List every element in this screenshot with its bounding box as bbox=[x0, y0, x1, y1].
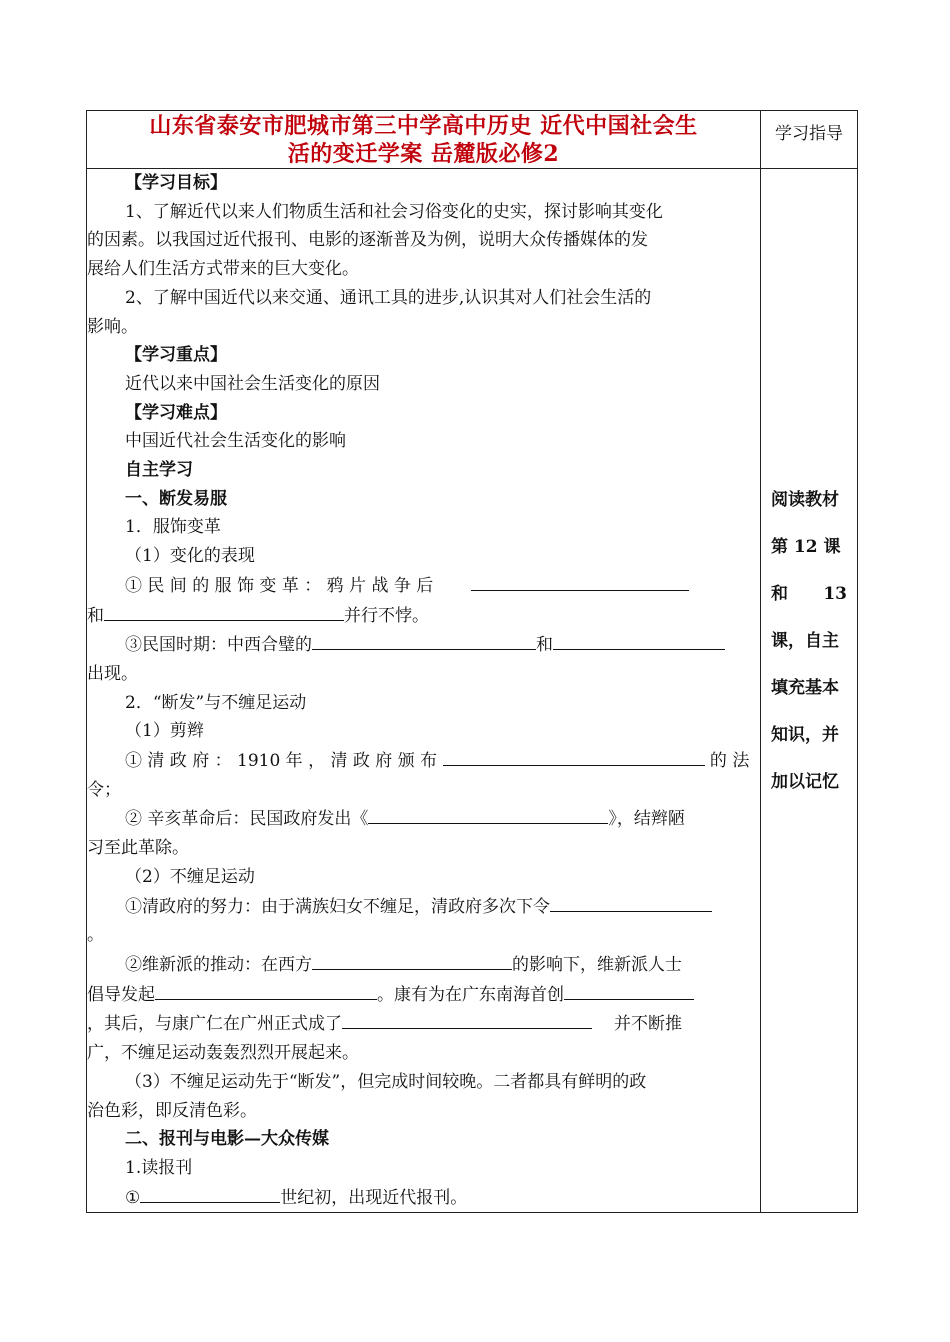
guide-line-7: 加以记忆 bbox=[771, 772, 839, 792]
question-clothing-1 bbox=[87, 571, 760, 601]
question-clothing-3-cont: 出现。 bbox=[87, 663, 138, 684]
title-cell bbox=[87, 111, 761, 169]
title-line-2: 活的变迁学案 岳麓版必修2 bbox=[287, 141, 560, 167]
section-2-item-1: 1.读报刊 bbox=[125, 1157, 193, 1178]
answer-blank[interactable] bbox=[550, 892, 712, 912]
answer-blank[interactable] bbox=[312, 950, 512, 970]
question-newspaper-1 bbox=[87, 1183, 760, 1213]
key-heading: 【学习重点】 bbox=[125, 345, 227, 366]
question-footbinding-c-cont: 。 bbox=[87, 925, 104, 946]
question-text: ①清政府的努力：由于满族妇女不缠足，清政府多次下令 bbox=[125, 896, 550, 917]
question-text: ②维新派的推动：在西方 bbox=[125, 954, 312, 975]
note-footbinding-3-cont: 治色彩，即反清色彩。 bbox=[87, 1100, 257, 1121]
guide-line-6: 知识，并 bbox=[771, 725, 839, 745]
question-text: 。康有为在广东南海首创 bbox=[377, 984, 564, 1005]
goal-1-line-2: 的因素。以我国过近代报刊、电影的逐渐普及为例，说明大众传播媒体的发 bbox=[87, 230, 648, 251]
section-1-heading: 一、断发易服 bbox=[125, 488, 227, 509]
question-clothing-1-cont bbox=[87, 601, 760, 631]
question-text: 的影响下，维新派人士 bbox=[512, 954, 682, 975]
goal-heading: 【学习目标】 bbox=[125, 173, 227, 193]
document-title bbox=[87, 111, 760, 168]
question-footbinding-c bbox=[87, 892, 760, 922]
question-text: 》，结辫陋 bbox=[608, 809, 685, 830]
guide-title: 学习指导 bbox=[775, 124, 843, 144]
note-footbinding-3: （3）不缠足运动先于“断发”，但完成时间较晚。二者都具有鲜明的政 bbox=[125, 1071, 647, 1092]
question-text: ③民国时期：中西合璧的 bbox=[125, 635, 312, 656]
question-queue-b-cont: 习至此革除。 bbox=[87, 838, 189, 859]
question-queue-b bbox=[87, 804, 760, 834]
question-footbinding-d-cont2 bbox=[87, 1009, 760, 1039]
answer-blank[interactable] bbox=[564, 980, 694, 1000]
question-footbinding-d-cont bbox=[87, 980, 760, 1010]
question-footbinding-d-cont3: 广，不缠足运动轰轰烈烈开展起来。 bbox=[87, 1043, 359, 1064]
content-cell bbox=[87, 169, 761, 1213]
question-text: ① 民 间 的 服 饰 变 革 ： 鸦 片 战 争 后 bbox=[125, 575, 434, 596]
goal-1-line-3: 展给人们生活方式带来的巨大变化。 bbox=[87, 259, 359, 280]
question-text: ① bbox=[125, 1187, 141, 1208]
question-queue-a bbox=[87, 746, 760, 776]
section-1-item-1-1: （1）变化的表现 bbox=[125, 546, 255, 567]
difficulty-heading: 【学习难点】 bbox=[125, 402, 227, 423]
goal-1-line-1: 1、了解近代以来人们物质生活和社会习俗变化的史实，探讨影响其变化 bbox=[125, 201, 663, 222]
guide-line-2: 第 12 课 bbox=[771, 537, 841, 557]
section-1-item-2-2: （2）不缠足运动 bbox=[125, 866, 255, 887]
key-text: 近代以来中国社会生活变化的原因 bbox=[125, 373, 380, 394]
answer-blank[interactable] bbox=[312, 630, 536, 650]
difficulty-text: 中国近代社会生活变化的影响 bbox=[125, 431, 346, 452]
guide-line-1: 阅读教材 bbox=[771, 490, 839, 510]
guide-line-5: 填充基本 bbox=[771, 678, 839, 698]
answer-blank[interactable] bbox=[368, 804, 608, 824]
question-text: 和 bbox=[87, 605, 104, 626]
answer-blank[interactable] bbox=[342, 1009, 592, 1029]
guide-line-4: 课，自主 bbox=[771, 631, 839, 651]
section-1-item-2: 2．“断发”与不缠足运动 bbox=[125, 692, 307, 713]
answer-blank[interactable] bbox=[471, 571, 689, 591]
worksheet bbox=[86, 110, 858, 1213]
question-clothing-3 bbox=[87, 630, 760, 660]
question-text: 的 法 bbox=[709, 751, 750, 772]
goal-2-line-2: 影响。 bbox=[87, 316, 138, 337]
question-text: 倡导发起 bbox=[87, 984, 155, 1005]
question-queue-a-cont: 令； bbox=[87, 779, 121, 800]
question-text: ② 辛亥革命后：民国政府发出《 bbox=[125, 809, 369, 830]
guide-word: 和 bbox=[771, 584, 788, 604]
guide-word: 13 bbox=[823, 584, 847, 604]
worksheet-table bbox=[86, 110, 858, 1213]
section-1-item-1: 1．服饰变革 bbox=[125, 517, 221, 538]
guide-line-3 bbox=[761, 571, 857, 618]
answer-blank[interactable] bbox=[155, 980, 377, 1000]
answer-blank[interactable] bbox=[553, 630, 725, 650]
title-line-1: 山东省泰安市肥城市第三中学高中历史 近代中国社会生 bbox=[149, 113, 698, 139]
guide-header-cell bbox=[761, 111, 858, 169]
question-text: 并不断推 bbox=[614, 1014, 682, 1035]
guide-notes bbox=[761, 169, 857, 806]
self-study-heading: 自主学习 bbox=[125, 460, 193, 481]
question-text: 和 bbox=[536, 635, 553, 656]
section-2-heading: 二、报刊与电影—大众传媒 bbox=[125, 1129, 329, 1150]
question-text: ① 清 政 府 ： 1910 年 ， 清 政 府 颁 布 bbox=[125, 751, 438, 772]
answer-blank[interactable] bbox=[140, 1183, 280, 1203]
question-text: 并行不悖。 bbox=[344, 605, 429, 626]
section-1-item-2-1: （1）剪辫 bbox=[125, 721, 204, 742]
question-text: ，其后，与康广仁在广州正式成了 bbox=[87, 1014, 342, 1035]
answer-blank[interactable] bbox=[104, 601, 344, 621]
answer-blank[interactable] bbox=[443, 746, 705, 766]
guide-cell bbox=[761, 169, 858, 1213]
question-text: 世纪初，出现近代报刊。 bbox=[280, 1187, 468, 1208]
question-footbinding-d bbox=[87, 950, 760, 980]
goal-2-line-1: 2、了解中国近代以来交通、通讯工具的进步,认识其对人们社会生活的 bbox=[125, 287, 652, 308]
